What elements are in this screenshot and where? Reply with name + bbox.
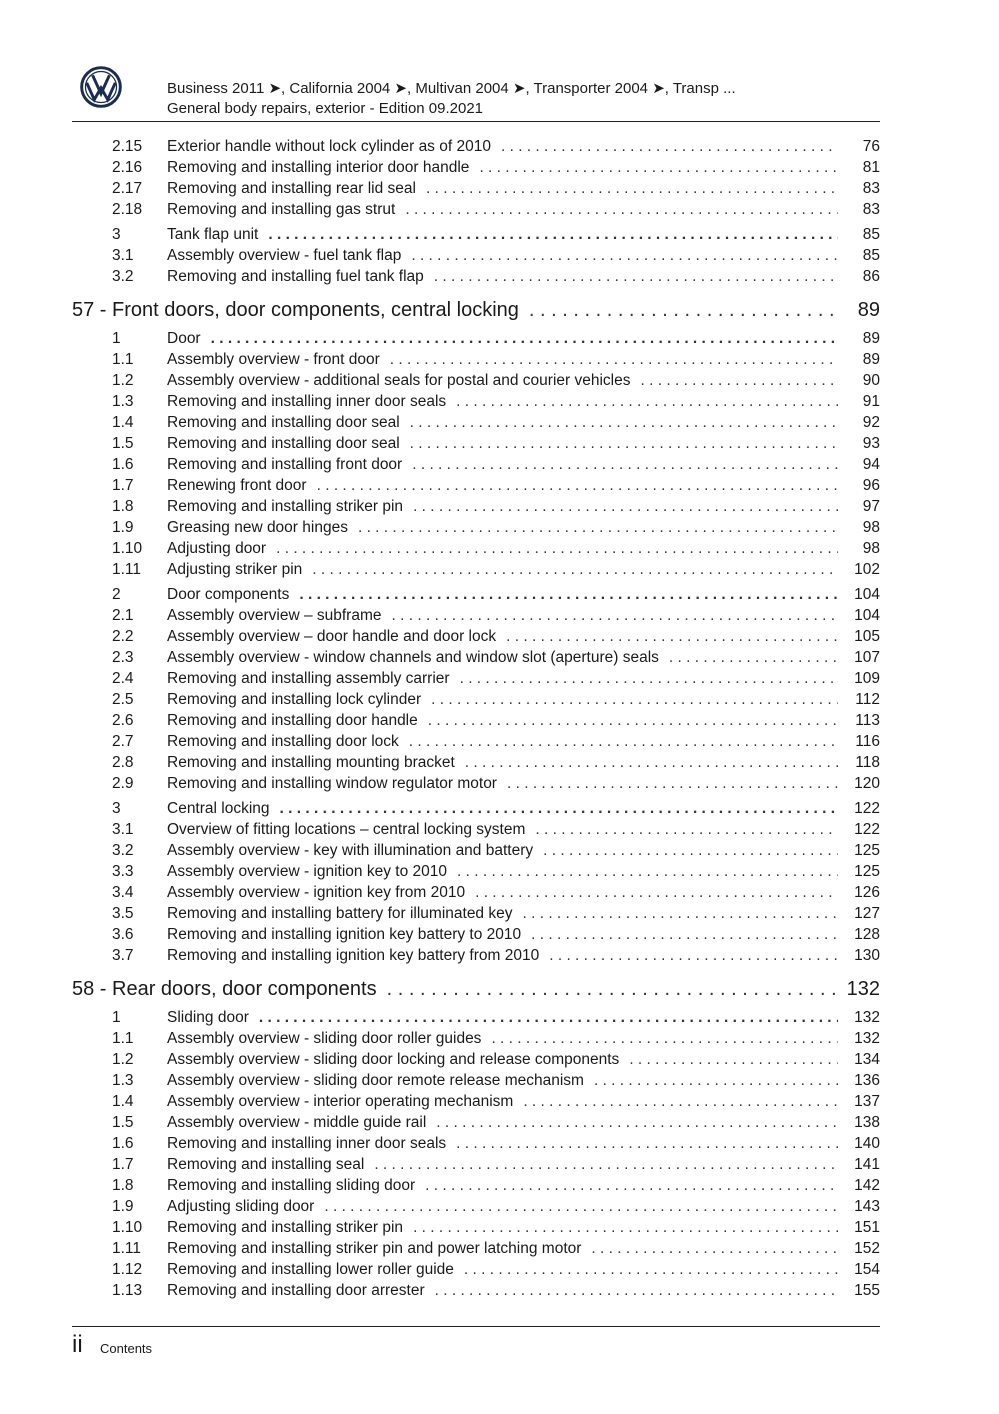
toc-entry-title: Assembly overview – door handle and door lock bbox=[167, 628, 497, 645]
toc-leader-dots bbox=[456, 391, 838, 412]
toc-entry-title: Central locking bbox=[167, 800, 270, 817]
toc-entry-page: 128 bbox=[854, 926, 880, 943]
toc-entry-number: 1.9 bbox=[112, 1198, 134, 1215]
toc-entry-page: 107 bbox=[854, 649, 880, 666]
toc-entry-title: Assembly overview - interior operating mechanism bbox=[167, 1093, 514, 1110]
toc-leader-dots bbox=[425, 1175, 838, 1196]
toc-entry-title: Removing and installing door lock bbox=[167, 733, 399, 750]
footer-divider bbox=[72, 1326, 880, 1327]
toc-leader-dots bbox=[412, 454, 838, 475]
toc-entry-page: 97 bbox=[862, 498, 880, 515]
toc-entry-number: 1.11 bbox=[112, 561, 142, 578]
toc-entry-title: Assembly overview - sliding door remote release mechanism bbox=[167, 1072, 584, 1089]
toc-entry-title: Assembly overview - ignition key to 2010 bbox=[167, 863, 447, 880]
toc-entry-page: 83 bbox=[862, 201, 880, 218]
toc-entry[interactable] bbox=[72, 605, 880, 626]
toc-entry-title: Door components bbox=[167, 586, 290, 603]
toc-entry-page: 94 bbox=[862, 456, 880, 473]
toc-entry-number: 2.9 bbox=[112, 775, 134, 792]
toc-entry-number: 2.5 bbox=[112, 691, 134, 708]
toc-entry-title: Removing and installing interior door handle bbox=[167, 159, 470, 176]
toc-entry-number: 2.1 bbox=[112, 607, 134, 624]
toc-entry-number: 1.13 bbox=[112, 1282, 143, 1299]
toc-entry-page: 137 bbox=[854, 1093, 880, 1110]
toc-entry-title: Removing and installing door handle bbox=[167, 712, 418, 729]
toc-entry-title: 58 - Rear doors, door components bbox=[72, 978, 377, 1000]
toc-entry[interactable] bbox=[72, 412, 880, 433]
toc-entry[interactable] bbox=[72, 496, 880, 517]
toc-leader-dots bbox=[531, 924, 838, 945]
toc-entry-title: Greasing new door hinges bbox=[167, 519, 348, 536]
toc-entry-page: 113 bbox=[855, 712, 880, 729]
toc-entry-page: 154 bbox=[854, 1261, 880, 1278]
toc-entry-title: Removing and installing ignition key battery to 2010 bbox=[167, 926, 522, 943]
toc-entry[interactable] bbox=[72, 1154, 880, 1175]
toc-leader-dots bbox=[507, 773, 838, 794]
toc-entry-number: 2 bbox=[112, 586, 121, 603]
toc-entry-page: 125 bbox=[854, 842, 880, 859]
toc-entry-title: Removing and installing door seal bbox=[167, 414, 400, 431]
toc-entry-title: Assembly overview - ignition key from 2010 bbox=[167, 884, 466, 901]
page-header bbox=[72, 62, 880, 122]
toc-leader-dots bbox=[392, 605, 839, 626]
toc-entry-title: Removing and installing striker pin and power latching motor bbox=[167, 1240, 582, 1257]
toc-entry-number: 3 bbox=[112, 800, 121, 817]
toc-entry[interactable] bbox=[72, 136, 880, 157]
toc-entry-page: 120 bbox=[854, 775, 880, 792]
toc-entry-title: Removing and installing door seal bbox=[167, 435, 400, 452]
toc-leader-dots bbox=[405, 199, 838, 220]
toc-entry-title: Removing and installing ignition key battery from 2010 bbox=[167, 947, 540, 964]
toc-entry-title: Overview of fitting locations – central locking system bbox=[167, 821, 526, 838]
toc-entry-page: 116 bbox=[855, 733, 880, 750]
toc-entry-page: 132 bbox=[854, 1009, 880, 1026]
toc-entry[interactable] bbox=[72, 626, 880, 647]
toc-entry-title: Assembly overview - middle guide rail bbox=[167, 1114, 427, 1131]
toc-leader-dots bbox=[409, 731, 838, 752]
toc-entry-page: 92 bbox=[862, 414, 880, 431]
toc-section[interactable] bbox=[72, 1007, 880, 1028]
toc-entry-title: Removing and installing striker pin bbox=[167, 498, 404, 515]
toc-entry-number: 3.1 bbox=[112, 247, 134, 264]
toc-entry-number: 1.2 bbox=[112, 372, 134, 389]
header-divider bbox=[72, 121, 880, 122]
toc-leader-dots bbox=[431, 689, 838, 710]
toc-leader-dots bbox=[669, 647, 838, 668]
header-title-line-1: Business 2011 ➤, California 2004 ➤, Multivan 2004 ➤, Transporter 2004 ➤, Transp ... bbox=[167, 80, 736, 97]
toc-entry-page: 76 bbox=[862, 138, 880, 155]
toc-leader-dots bbox=[426, 178, 838, 199]
toc-entry-page: 98 bbox=[862, 540, 880, 557]
toc-entry-page: 125 bbox=[854, 863, 880, 880]
toc-leader-dots bbox=[410, 433, 838, 454]
toc-entry-page: 89 bbox=[862, 351, 880, 368]
toc-entry-title: Adjusting door bbox=[167, 540, 267, 557]
toc-entry-title: Door bbox=[167, 330, 201, 347]
toc-leader-dots bbox=[594, 1070, 838, 1091]
footer-page-number: ii bbox=[72, 1331, 83, 1358]
toc-entry-page: 86 bbox=[862, 268, 880, 285]
toc-entry-title: Exterior handle without lock cylinder as of 2010 bbox=[167, 138, 491, 155]
toc-leader-dots bbox=[413, 496, 838, 517]
toc-entry[interactable] bbox=[72, 945, 880, 966]
toc-entry[interactable] bbox=[72, 689, 880, 710]
toc-entry-number: 1.3 bbox=[112, 393, 134, 410]
toc-entry-title: Removing and installing assembly carrier bbox=[167, 670, 450, 687]
toc-entry-number: 1.8 bbox=[112, 498, 134, 515]
footer-label: Contents bbox=[100, 1341, 153, 1356]
toc-entry-number: 2.18 bbox=[112, 201, 143, 218]
toc-leader-dots bbox=[374, 1154, 838, 1175]
toc-entry-page: 102 bbox=[854, 561, 880, 578]
toc-entry-number: 1.10 bbox=[112, 1219, 143, 1236]
toc-leader-dots bbox=[456, 1133, 838, 1154]
toc-entry[interactable] bbox=[72, 819, 880, 840]
toc-leader-dots bbox=[543, 840, 838, 861]
toc-entry-title: Assembly overview – subframe bbox=[167, 607, 382, 624]
toc-entry-page: 122 bbox=[854, 800, 880, 817]
toc-entry-title: Adjusting sliding door bbox=[167, 1198, 315, 1215]
toc-leader-dots bbox=[465, 752, 838, 773]
toc-entry-number: 1.9 bbox=[112, 519, 134, 536]
toc-entry-page: 151 bbox=[854, 1219, 880, 1236]
toc-entry-title: Removing and installing lower roller guide bbox=[167, 1261, 454, 1278]
toc-entry-page: 89 bbox=[862, 330, 880, 347]
toc-entry-number: 1.5 bbox=[112, 1114, 134, 1131]
toc-entry-title: Assembly overview - additional seals for postal and courier vehicles bbox=[167, 372, 631, 389]
toc-entry[interactable] bbox=[72, 454, 880, 475]
toc-entry-title: Removing and installing door arrester bbox=[167, 1282, 425, 1299]
toc-entry-title: Removing and installing striker pin bbox=[167, 1219, 404, 1236]
toc-leader-dots bbox=[522, 903, 838, 924]
toc-leader-dots bbox=[411, 245, 838, 266]
toc-entry-page: 104 bbox=[854, 586, 880, 603]
toc-entry-page: 143 bbox=[854, 1198, 880, 1215]
toc-entry-title: 57 - Front doors, door components, central locking bbox=[72, 299, 519, 321]
toc-entry-page: 152 bbox=[854, 1240, 880, 1257]
toc-entry-page: 141 bbox=[854, 1156, 880, 1173]
toc-entry-page: 126 bbox=[854, 884, 880, 901]
toc-entry-page: 96 bbox=[862, 477, 880, 494]
toc-entry-number: 1.12 bbox=[112, 1261, 143, 1278]
toc-entry-number: 1.1 bbox=[112, 1030, 134, 1047]
toc-leader-dots bbox=[312, 559, 838, 580]
toc-leader-dots bbox=[629, 1049, 838, 1070]
toc-entry-title: Removing and installing front door bbox=[167, 456, 403, 473]
toc-entry-page: 90 bbox=[862, 372, 880, 389]
toc-entry-title: Removing and installing sliding door bbox=[167, 1177, 416, 1194]
toc-entry[interactable] bbox=[72, 773, 880, 794]
toc-entry-page: 83 bbox=[862, 180, 880, 197]
toc-entry-number: 3.6 bbox=[112, 926, 134, 943]
toc-entry-page: 118 bbox=[855, 754, 880, 771]
toc-leader-dots bbox=[259, 1007, 838, 1028]
toc-entry-title: Tank flap unit bbox=[167, 226, 259, 243]
toc-entry[interactable] bbox=[72, 861, 880, 882]
toc-entry-number: 3 bbox=[112, 226, 121, 243]
toc-entry-number: 1.6 bbox=[112, 456, 134, 473]
toc-leader-dots bbox=[387, 975, 838, 1003]
toc-entry[interactable] bbox=[72, 266, 880, 287]
toc-entry[interactable] bbox=[72, 668, 880, 689]
toc-section[interactable] bbox=[72, 328, 880, 349]
toc-chapter[interactable] bbox=[72, 296, 880, 324]
toc-entry-number: 1.4 bbox=[112, 1093, 134, 1110]
toc-entry-title: Removing and installing gas strut bbox=[167, 201, 396, 218]
toc-entry[interactable] bbox=[72, 157, 880, 178]
toc-entry-title: Assembly overview - key with illumination and battery bbox=[167, 842, 534, 859]
toc-entry[interactable] bbox=[72, 1133, 880, 1154]
toc-leader-dots bbox=[413, 1217, 838, 1238]
toc-entry-page: 105 bbox=[854, 628, 880, 645]
toc-entry[interactable] bbox=[72, 1217, 880, 1238]
header-text bbox=[167, 79, 736, 119]
toc-leader-dots bbox=[211, 328, 838, 349]
toc-entry-page: 134 bbox=[854, 1051, 880, 1068]
toc-entry-page: 140 bbox=[854, 1135, 880, 1152]
toc-leader-dots bbox=[324, 1196, 838, 1217]
toc-entry-number: 1 bbox=[112, 1009, 121, 1026]
toc-entry-page: 85 bbox=[862, 226, 880, 243]
toc-leader-dots bbox=[299, 584, 838, 605]
toc-leader-dots bbox=[523, 1091, 838, 1112]
toc-entry-page: 132 bbox=[846, 978, 880, 1000]
toc-entry-number: 1.11 bbox=[112, 1240, 142, 1257]
toc-leader-dots bbox=[276, 538, 838, 559]
toc-leader-dots bbox=[479, 157, 838, 178]
toc-entry-page: 132 bbox=[854, 1030, 880, 1047]
toc-entry-number: 3.2 bbox=[112, 842, 134, 859]
toc-entry-number: 3.4 bbox=[112, 884, 134, 901]
toc-entry[interactable] bbox=[72, 517, 880, 538]
toc-entry-number: 2.3 bbox=[112, 649, 134, 666]
toc-entry-number: 1.6 bbox=[112, 1135, 134, 1152]
toc-entry-number: 3.3 bbox=[112, 863, 134, 880]
toc-entry[interactable] bbox=[72, 647, 880, 668]
toc-entry[interactable] bbox=[72, 199, 880, 220]
toc-entry-page: 127 bbox=[854, 905, 880, 922]
toc-entry-title: Removing and installing battery for illuminated key bbox=[167, 905, 513, 922]
toc-entry-number: 2.8 bbox=[112, 754, 134, 771]
toc-entry[interactable] bbox=[72, 245, 880, 266]
toc-entry-number: 3.7 bbox=[112, 947, 134, 964]
toc-entry[interactable] bbox=[72, 752, 880, 773]
toc-leader-dots bbox=[529, 296, 838, 324]
toc-entry-number: 3.5 bbox=[112, 905, 134, 922]
toc-entry-title: Removing and installing inner door seals bbox=[167, 1135, 447, 1152]
toc-entry[interactable] bbox=[72, 882, 880, 903]
toc-entry[interactable] bbox=[72, 1280, 880, 1301]
toc-entry-number: 1.7 bbox=[112, 1156, 134, 1173]
toc-entry-page: 104 bbox=[854, 607, 880, 624]
toc-entry-title: Removing and installing mounting bracket bbox=[167, 754, 455, 771]
toc-leader-dots bbox=[280, 798, 838, 819]
toc-entry-title: Removing and installing seal bbox=[167, 1156, 365, 1173]
toc-entry-number: 2.6 bbox=[112, 712, 134, 729]
toc-entry-title: Renewing front door bbox=[167, 477, 307, 494]
toc-entry[interactable] bbox=[72, 1238, 880, 1259]
toc-leader-dots bbox=[428, 710, 838, 731]
toc-leader-dots bbox=[641, 370, 839, 391]
toc-entry[interactable] bbox=[72, 178, 880, 199]
toc-entry-number: 3.2 bbox=[112, 268, 134, 285]
toc-entry[interactable] bbox=[72, 349, 880, 370]
toc-entry-title: Removing and installing fuel tank flap bbox=[167, 268, 424, 285]
toc-entry-number: 2.16 bbox=[112, 159, 143, 176]
toc-leader-dots bbox=[460, 668, 838, 689]
toc-entry-number: 1 bbox=[112, 330, 121, 347]
toc-entry-title: Sliding door bbox=[167, 1009, 249, 1026]
toc-entry-page: 98 bbox=[862, 519, 880, 536]
toc-entry-page: 81 bbox=[862, 159, 880, 176]
toc-entry-title: Removing and installing lock cylinder bbox=[167, 691, 422, 708]
toc-entry[interactable] bbox=[72, 1259, 880, 1280]
toc-leader-dots bbox=[435, 1280, 838, 1301]
toc-entry-title: Adjusting striker pin bbox=[167, 561, 303, 578]
toc-leader-dots bbox=[410, 412, 838, 433]
toc-leader-dots bbox=[475, 882, 838, 903]
toc-leader-dots bbox=[549, 945, 838, 966]
toc-entry[interactable] bbox=[72, 1175, 880, 1196]
toc-entry-page: 122 bbox=[854, 821, 880, 838]
toc-entry[interactable] bbox=[72, 731, 880, 752]
toc-entry[interactable] bbox=[72, 1049, 880, 1070]
toc-leader-dots bbox=[358, 517, 838, 538]
toc-entry-number: 2.2 bbox=[112, 628, 134, 645]
toc-entry-page: 89 bbox=[857, 299, 880, 321]
toc-entry[interactable] bbox=[72, 433, 880, 454]
toc-leader-dots bbox=[491, 1028, 838, 1049]
toc-entry[interactable] bbox=[72, 1196, 880, 1217]
toc-entry-page: 112 bbox=[855, 691, 880, 708]
toc-section[interactable] bbox=[72, 224, 880, 245]
toc-entry[interactable] bbox=[72, 370, 880, 391]
table-of-contents bbox=[72, 136, 880, 1301]
toc-entry[interactable] bbox=[72, 1028, 880, 1049]
toc-entry-number: 1.5 bbox=[112, 435, 134, 452]
toc-entry-number: 2.17 bbox=[112, 180, 143, 197]
toc-entry-number: 2.15 bbox=[112, 138, 143, 155]
toc-leader-dots bbox=[268, 224, 838, 245]
toc-entry[interactable] bbox=[72, 538, 880, 559]
toc-entry[interactable] bbox=[72, 559, 880, 580]
toc-entry-title: Removing and installing rear lid seal bbox=[167, 180, 416, 197]
vw-logo-icon bbox=[80, 66, 122, 108]
toc-entry-number: 1.8 bbox=[112, 1177, 134, 1194]
toc-entry-number: 1.4 bbox=[112, 414, 134, 431]
toc-entry-number: 1.3 bbox=[112, 1072, 134, 1089]
toc-section[interactable] bbox=[72, 798, 880, 819]
toc-leader-dots bbox=[501, 136, 838, 157]
toc-entry-page: 155 bbox=[854, 1282, 880, 1299]
toc-entry[interactable] bbox=[72, 391, 880, 412]
toc-entry[interactable] bbox=[72, 475, 880, 496]
toc-leader-dots bbox=[434, 266, 838, 287]
toc-entry-page: 93 bbox=[862, 435, 880, 452]
toc-entry-title: Assembly overview - fuel tank flap bbox=[167, 247, 402, 264]
toc-entry[interactable] bbox=[72, 903, 880, 924]
toc-entry-number: 1.7 bbox=[112, 477, 134, 494]
header-title-line-2: General body repairs, exterior - Edition 09.2021 bbox=[167, 100, 484, 117]
toc-entry-page: 109 bbox=[854, 670, 880, 687]
toc-entry[interactable] bbox=[72, 710, 880, 731]
toc-leader-dots bbox=[390, 349, 838, 370]
toc-entry-title: Removing and installing window regulator motor bbox=[167, 775, 497, 792]
toc-entry-title: Assembly overview - window channels and window slot (aperture) seals bbox=[167, 649, 659, 666]
toc-entry-title: Assembly overview - sliding door roller guides bbox=[167, 1030, 482, 1047]
toc-chapter[interactable] bbox=[72, 975, 880, 1003]
toc-entry[interactable] bbox=[72, 1070, 880, 1091]
toc-leader-dots bbox=[436, 1112, 838, 1133]
toc-entry[interactable] bbox=[72, 840, 880, 861]
toc-entry-title: Assembly overview - front door bbox=[167, 351, 380, 368]
toc-entry-page: 130 bbox=[854, 947, 880, 964]
toc-leader-dots bbox=[535, 819, 838, 840]
toc-entry[interactable] bbox=[72, 1091, 880, 1112]
toc-entry-page: 91 bbox=[862, 393, 880, 410]
toc-entry-number: 2.4 bbox=[112, 670, 134, 687]
toc-entry-title: Removing and installing inner door seals bbox=[167, 393, 447, 410]
toc-entry-number: 1.1 bbox=[112, 351, 134, 368]
toc-section[interactable] bbox=[72, 584, 880, 605]
toc-entry-number: 2.7 bbox=[112, 733, 134, 750]
toc-entry-page: 136 bbox=[854, 1072, 880, 1089]
toc-leader-dots bbox=[457, 861, 838, 882]
toc-leader-dots bbox=[591, 1238, 838, 1259]
toc-leader-dots bbox=[506, 626, 838, 647]
toc-entry-number: 1.10 bbox=[112, 540, 143, 557]
toc-entry-title: Assembly overview - sliding door locking and release components bbox=[167, 1051, 620, 1068]
toc-entry[interactable] bbox=[72, 924, 880, 945]
toc-entry-page: 142 bbox=[854, 1177, 880, 1194]
toc-entry[interactable] bbox=[72, 1112, 880, 1133]
toc-leader-dots bbox=[317, 475, 838, 496]
toc-entry-page: 138 bbox=[854, 1114, 880, 1131]
toc-entry-number: 1.2 bbox=[112, 1051, 134, 1068]
toc-entry-number: 3.1 bbox=[112, 821, 134, 838]
toc-entry-page: 85 bbox=[862, 247, 880, 264]
toc-leader-dots bbox=[464, 1259, 838, 1280]
